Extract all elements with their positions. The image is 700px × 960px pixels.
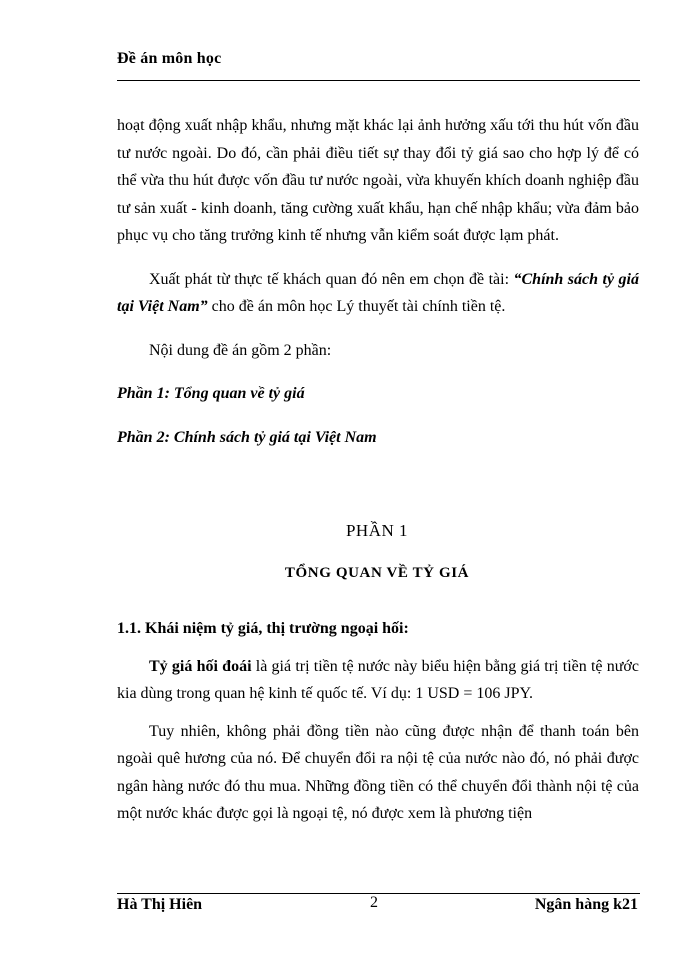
footer-class: Ngân hàng k21 (534, 896, 638, 913)
intro-p2-after: cho đề án môn học Lý thuyết tài chính tiền tệ. (207, 298, 506, 315)
section-1-1-heading: 1.1. Khái niệm tỷ giá, thị trường ngoại hối: (117, 620, 409, 637)
intro-p2-before: Xuất phát từ thực tế khách quan đó nên em chọn đề tài: (149, 270, 514, 288)
section-title: TỔNG QUAN VỀ TỶ GIÁ (284, 565, 470, 581)
part-2-label: Phần 2: Chính sách tỷ giá tại Việt Nam (117, 428, 377, 446)
part-title: PHẦN 1 (345, 521, 409, 540)
section-1-1-body (117, 615, 639, 828)
footer-author: Hà Thị Hiên (117, 896, 203, 913)
part-1-label: Phần 1: Tổng quan về tỷ giá (117, 385, 305, 402)
definition-paragraph (117, 653, 639, 708)
intro-body (117, 112, 639, 451)
header-divider (117, 80, 640, 81)
footer-divider (117, 893, 640, 894)
intro-paragraph-1: hoạt động xuất nhập khẩu, nhưng mặt khác lại ảnh hưởng xấu tới thu hút vốn đầu tư nước ngoài. Do đó, cần phải điều tiết sự thay đổi tỷ giá sao cho hợp lý để có thể vừa thu hút được vốn đầu tư nước ngoài, vừa khuyến khích doanh nghiệp đầu tư sản xuất - kinh doanh, tăng cường xuất khẩu, hạn chế nhập khẩu; vừa đảm bảo phục vụ cho tăng trưởng kinh tế nhưng vẫn kiểm soát được lạm phát. (117, 117, 639, 244)
intro-paragraph-3: Nội dung đề án gồm 2 phần: (149, 341, 332, 359)
section-1-1-paragraph-2: Tuy nhiên, không phải đồng tiền nào cũng được nhận để thanh toán bên ngoài quê hương của nó. Để chuyển đổi ra nội tệ của nước nào đó, nó phải được ngân hàng nước đó thu mua. Những đồng tiền có thể chuyển đổi thành nội tệ của một nước khác được gọi là ngoại tệ, nó được xem là phương tiện (117, 722, 639, 822)
definition-text: là giá trị tiền tệ nước này biểu hiện bằng giá trị tiền tệ nước kia dùng trong quan hệ kinh tế quốc tế. Ví dụ: 1 USD = 106 JPY. (117, 657, 639, 702)
page-number: 2 (370, 894, 378, 911)
intro-paragraph-2 (117, 266, 639, 321)
header-title: Đề án môn học (117, 50, 222, 67)
definition-term: Tỷ giá hối đoái (149, 657, 252, 675)
topic-title: “Chính sách tỷ giá tại Việt Nam” (117, 270, 640, 315)
